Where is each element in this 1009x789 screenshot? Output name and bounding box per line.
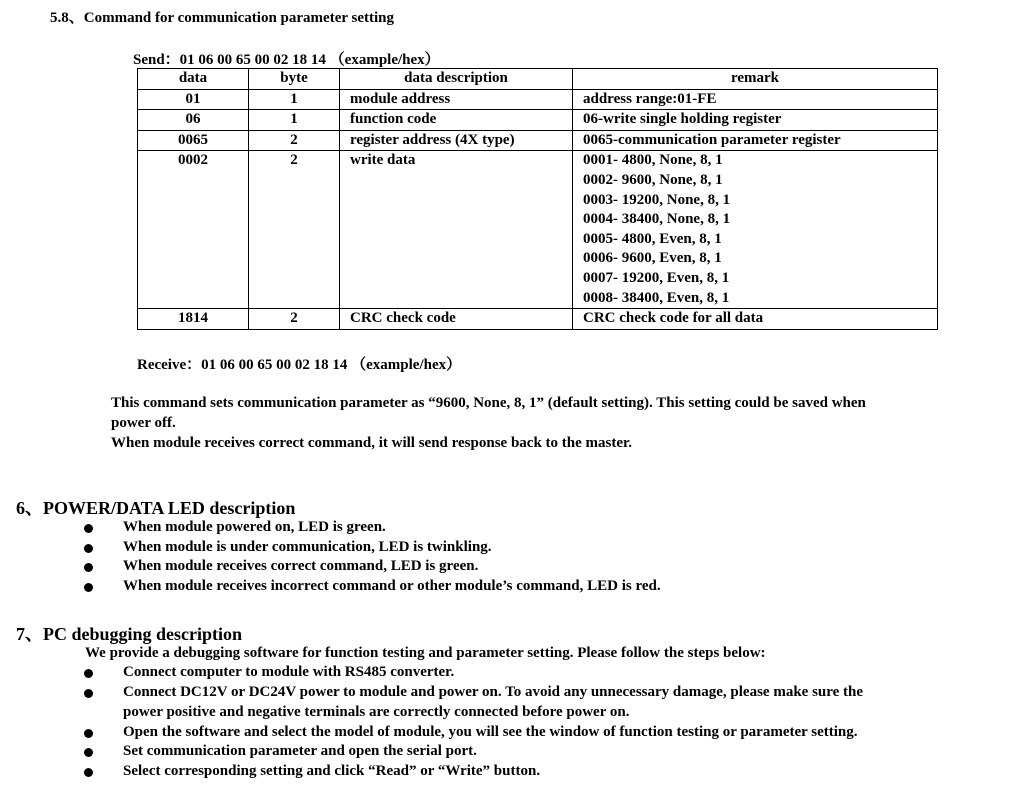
cell-data: 0065 [138,130,249,151]
remark-line: 0003- 19200, None, 8, 1 [583,191,731,208]
list-item-text: Select corresponding setting and click “Read” or “Write” button. [123,763,541,779]
command-table [137,68,938,330]
bullet-icon [84,729,93,738]
send-example: Send：01 06 00 65 00 02 18 14 （example/hex） [133,52,440,68]
list-item-text: When module powered on, LED is green. [123,519,386,535]
response-paragraph: When module receives correct command, it will send response back to the master. [111,435,633,451]
cell-remark [573,151,938,309]
receive-example: Receive：01 06 00 65 00 02 18 14 （example/hex） [137,357,462,373]
header-byte: byte [249,69,340,90]
bullet-icon [84,563,93,572]
list-item-text: Open the software and select the model of module, you will see the window of function testing or parameter setting. [123,724,858,740]
remark-line: 0006- 9600, Even, 8, 1 [583,250,722,267]
remark-line: 0005- 4800, Even, 8, 1 [583,230,722,247]
bullet-icon [84,768,93,777]
cell-description: CRC check code [340,309,573,330]
bullet-icon [84,689,93,698]
cell-byte: 2 [249,151,340,309]
table-row [138,110,938,131]
list-item-text: When module receives incorrect command or other module’s command, LED is red. [123,578,661,594]
table-row [138,309,938,330]
table-row [138,89,938,110]
remark-line: 0065-communication parameter register [583,131,841,148]
bullet-icon [84,583,93,592]
remark-line: 06-write single holding register [583,111,782,128]
cell-byte: 1 [249,89,340,110]
remark-line: 0007- 19200, Even, 8, 1 [583,269,730,286]
list-item-text: Connect DC12V or DC24V power to module and power on. To avoid any unnecessary damage, please make sure the [123,684,864,700]
description-paragraph-line: power off. [111,415,176,431]
bullet-icon [84,669,93,678]
cell-data: 0002 [138,151,249,309]
cell-remark [573,110,938,131]
list-item-text: When module receives correct command, LED is green. [123,558,479,574]
cell-byte: 2 [249,309,340,330]
cell-byte: 2 [249,130,340,151]
remark-line: 0004- 38400, None, 8, 1 [583,211,731,228]
cell-remark [573,309,938,330]
list-item-text: When module is under communication, LED is twinkling. [123,539,492,555]
cell-remark [573,89,938,110]
cell-description: module address [340,89,573,110]
remark-line: 0002- 9600, None, 8, 1 [583,171,723,188]
cell-data: 01 [138,89,249,110]
cell-data: 1814 [138,309,249,330]
section-6-heading: 6、POWER/DATA LED description [16,498,296,518]
section-7-heading: 7、PC debugging description [16,624,243,644]
cell-description: write data [340,151,573,309]
remark-line: 0001- 4800, None, 8, 1 [583,152,723,169]
bullet-icon [84,748,93,757]
list-item-text: Connect computer to module with RS485 converter. [123,664,455,680]
table-header-row [138,69,938,90]
cell-description: register address (4X type) [340,130,573,151]
list-item-continuation: power positive and negative terminals are correctly connected before power on. [123,704,630,720]
cell-remark [573,130,938,151]
bullet-icon [84,544,93,553]
header-remark: remark [573,69,938,90]
cell-byte: 1 [249,110,340,131]
table-row [138,151,938,309]
remark-line: 0008- 38400, Even, 8, 1 [583,289,730,306]
description-paragraph-line: This command sets communication parameter as “9600, None, 8, 1” (default setting). This setting could be saved when [111,395,866,411]
bullet-icon [84,524,93,533]
list-item-text: Set communication parameter and open the serial port. [123,743,477,759]
header-data-description: data description [340,69,573,90]
cell-description: function code [340,110,573,131]
section-5-8-heading: 5.8、Command for communication parameter setting [50,10,394,26]
cell-data: 06 [138,110,249,131]
remark-line: address range:01-FE [583,90,717,107]
section-7-intro: We provide a debugging software for function testing and parameter setting. Please follow the steps below: [85,645,766,661]
header-data: data [138,69,249,90]
table-row [138,130,938,151]
remark-line: CRC check code for all data [583,310,764,327]
